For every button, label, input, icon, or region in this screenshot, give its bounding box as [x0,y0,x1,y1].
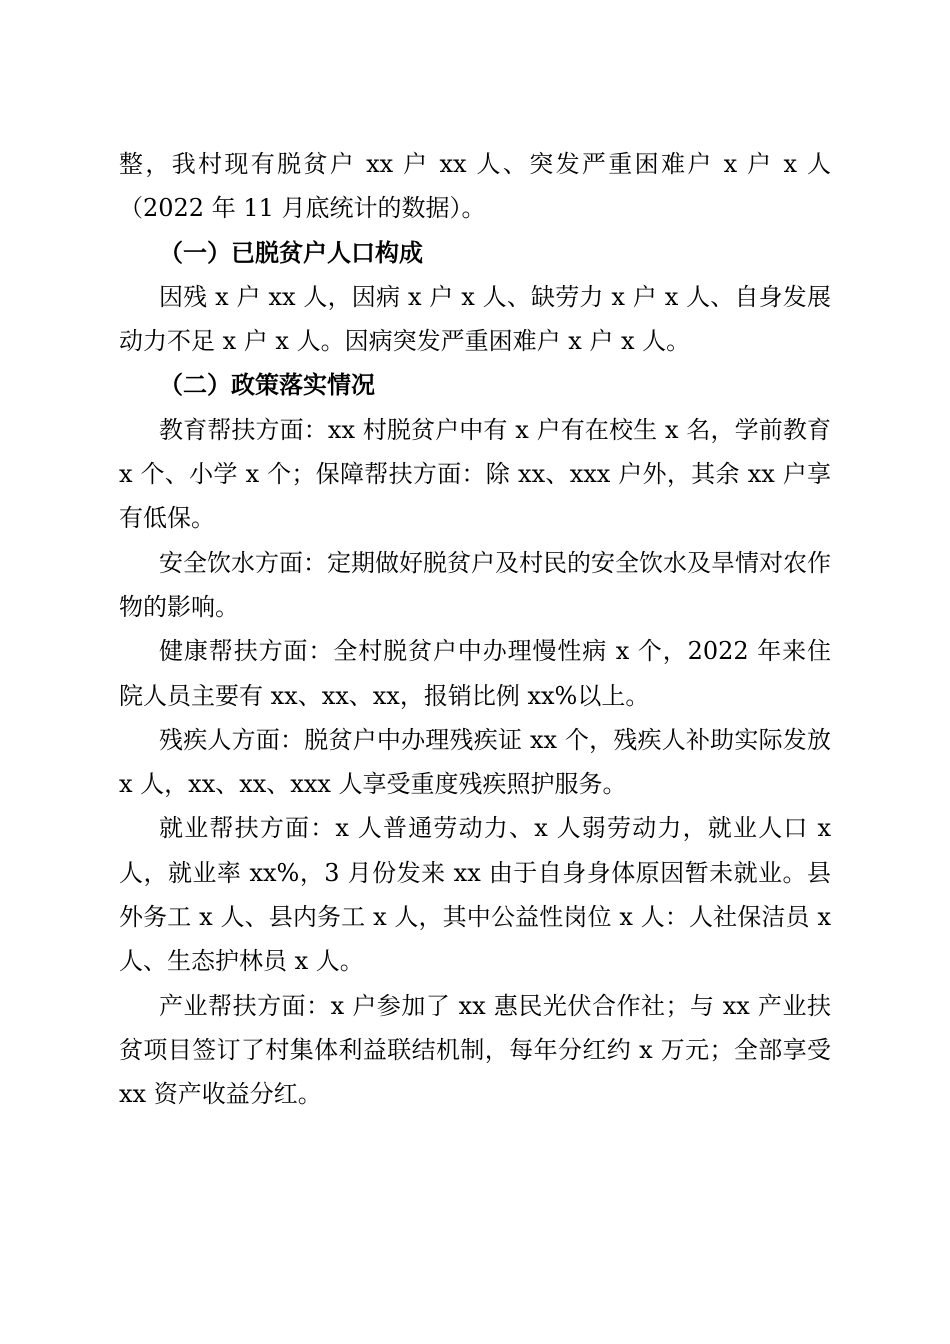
paragraph-industry-support: 产业帮扶方面：x 户参加了 xx 惠民光伏合作社；与 xx 产业扶贫项目签订了村集体利益联结机制，每年分红约 x 万元；全部享受 xx 资产收益分红。 [119,991,831,1109]
section-heading-policy-implementation: （二）政策落实情况 [159,370,375,400]
paragraph-education-support: 教育帮扶方面：xx 村脱贫户中有 x 户有在校生 x 名，学前教育 x 个、小学 x 个；保障帮扶方面：除 xx、xxx 户外，其余 xx 户享有低保。 [119,415,831,533]
document-body [119,142,831,1117]
paragraph-health-support: 健康帮扶方面：全村脱贫户中办理慢性病 x 个，2022 年来住院人员主要有 xx、xx、xx，报销比例 xx%以上。 [119,637,831,710]
paragraph-population-summary: 整，我村现有脱贫户 xx 户 xx 人、突发严重困难户 x 户 x 人（2022 年 11 月底统计的数据）。 [119,150,831,223]
paragraph-population-composition: 因残 x 户 xx 人，因病 x 户 x 人、缺劳力 x 户 x 人、自身发展动力不足 x 户 x 人。因病突发严重困难户 x 户 x 人。 [119,282,831,356]
paragraph-disability-support: 残疾人方面：脱贫户中办理残疾证 xx 个，残疾人补助实际发放 x 人，xx、xx、xxx 人享受重度残疾照护服务。 [119,725,831,799]
paragraph-employment-support: 就业帮扶方面：x 人普通劳动力、x 人弱劳动力，就业人口 x 人，就业率 xx%，3 月份发来 xx 由于自身身体原因暂未就业。县外务工 x 人、县内务工 x 人，其中公益性岗位 x 人：人社保洁员 x 人、生态护林员 x 人。 [119,814,831,976]
section-heading-population-composition: （一）已脱贫户人口构成 [159,237,423,267]
paragraph-drinking-water: 安全饮水方面：定期做好脱贫户及村民的安全饮水及旱情对农作物的影响。 [119,548,831,621]
